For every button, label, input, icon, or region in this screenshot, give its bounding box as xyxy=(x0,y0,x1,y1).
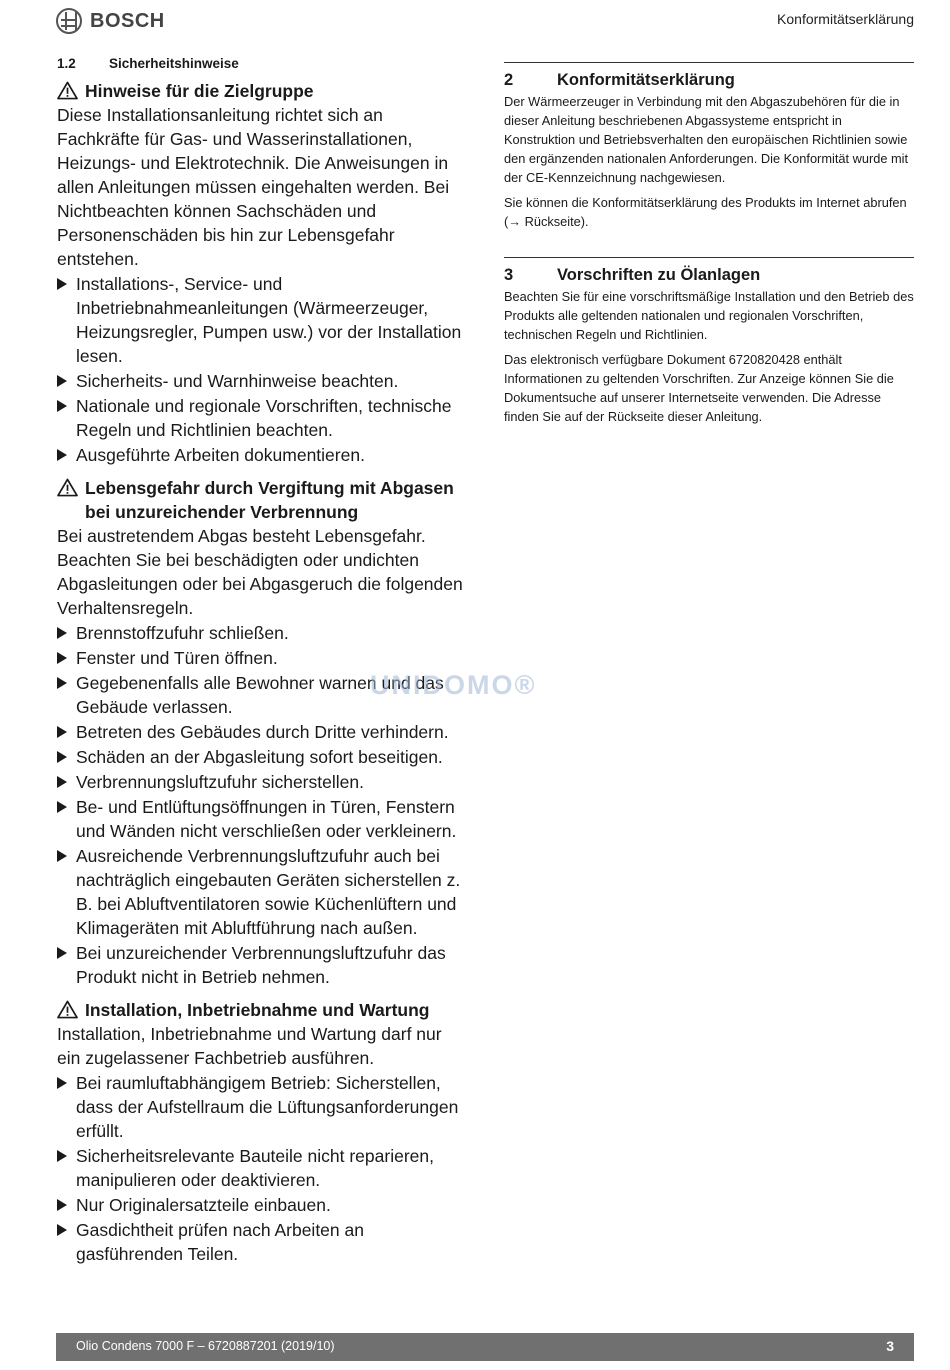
section-title: Sicherheitshinweise xyxy=(109,56,239,71)
instruction-step: Ausgeführte Arbeiten dokumentieren. xyxy=(57,443,469,467)
instruction-step: Bei unzureichender Verbrennungsluftzufuhr das Produkt nicht in Betrieb nehmen. xyxy=(57,941,469,989)
section-number: 1.2 xyxy=(57,56,76,71)
step-arrow-icon xyxy=(57,1150,67,1162)
chapter-number: 2 xyxy=(504,71,514,89)
step-arrow-icon xyxy=(57,1224,67,1236)
warning-title: Hinweise für die Zielgruppe xyxy=(57,79,469,103)
step-arrow-icon xyxy=(57,850,67,862)
watermark: UNIDOMO® xyxy=(370,670,537,700)
step-arrow-icon xyxy=(57,400,67,412)
chapter-conformity xyxy=(504,62,914,231)
warning-body: Installation, Inbetriebnahme und Wartung darf nur ein zugelassener Fachbetrieb ausführen. xyxy=(57,1024,442,1068)
instruction-step: Verbrennungsluftzufuhr sicherstellen. xyxy=(57,770,469,794)
warning-block xyxy=(57,998,469,1266)
section-heading xyxy=(57,56,469,71)
instruction-step: Sicherheits- und Warnhinweise beachten. xyxy=(57,369,469,393)
warning-title: Lebensgefahr durch Vergiftung mit Abgasen bei unzureichender Verbrennung xyxy=(57,476,469,524)
bosch-armature-icon xyxy=(56,8,82,34)
footer-bar xyxy=(56,1333,914,1361)
step-arrow-icon xyxy=(57,751,67,763)
instruction-step: Nur Originalersatzteile einbauen. xyxy=(57,1193,469,1217)
step-arrow-icon xyxy=(57,801,67,813)
step-arrow-icon xyxy=(57,375,67,387)
paragraph: Beachten Sie für eine vorschriftsmäßige Installation und den Betrieb des Produkts alle geltenden nationalen und regionalen Vorschriften, technischen Regeln und Richtlinien. xyxy=(504,289,914,342)
warning-block xyxy=(57,79,469,467)
footer-doc-info: Olio Condens 7000 F – 6720887201 (2019/10) xyxy=(76,1339,335,1353)
instruction-step: Be- und Entlüftungsöffnungen in Türen, Fenstern und Wänden nicht verschließen oder verkleinern. xyxy=(57,795,469,843)
paragraph: Sie können die Konformitätserklärung des Produkts im Internet abrufen (→ Rückseite). xyxy=(504,195,907,229)
instruction-step: Sicherheitsrelevante Bauteile nicht reparieren, manipulieren oder deaktivieren. xyxy=(57,1144,469,1192)
step-arrow-icon xyxy=(57,652,67,664)
warning-triangle-icon xyxy=(57,478,78,497)
chapter-heading xyxy=(504,71,914,90)
chapter-number: 3 xyxy=(504,266,514,284)
instruction-step: Nationale und regionale Vorschriften, technische Regeln und Richtlinien beachten. xyxy=(57,394,469,442)
paragraph: Das elektronisch verfügbare Dokument 6720820428 enthält Informationen zu geltenden Vorschriften. Zur Anzeige können Sie die Dokumentsuche auf unserer Internetseite verwenden. Die Adresse finden Sie auf der Rückseite dieser Anleitung. xyxy=(504,352,894,424)
chapter-title: Vorschriften zu Ölanlagen xyxy=(557,266,761,284)
step-arrow-icon xyxy=(57,726,67,738)
step-arrow-icon xyxy=(57,776,67,788)
instruction-step: Bei raumluftabhängigem Betrieb: Sicherstellen, dass der Aufstellraum die Lüftungsanforderungen erfüllt. xyxy=(57,1071,469,1143)
warning-block xyxy=(57,476,469,989)
step-arrow-icon xyxy=(57,1077,67,1089)
instruction-step: Gegebenenfalls alle Bewohner warnen und das Gebäude verlassen. xyxy=(57,671,469,719)
instruction-step: Fenster und Türen öffnen. xyxy=(57,646,469,670)
instruction-step: Ausreichende Verbrennungsluftzufuhr auch bei nachträglich eingebauten Geräten sicherstellen z. B. bei Abluftventilatoren sowie Küchenlüftern und Klimageräten mit Abluftführung nach außen. xyxy=(57,844,469,940)
left-column xyxy=(57,56,469,1275)
step-arrow-icon xyxy=(57,1199,67,1211)
step-arrow-icon xyxy=(57,278,67,290)
warning-title: Installation, Inbetriebnahme und Wartung xyxy=(57,998,469,1022)
step-arrow-icon xyxy=(57,947,67,959)
warning-triangle-icon xyxy=(57,1000,78,1019)
step-arrow-icon xyxy=(57,627,67,639)
chapter-title: Konformitätserklärung xyxy=(557,71,735,89)
step-arrow-icon xyxy=(57,449,67,461)
instruction-step: Gasdichtheit prüfen nach Arbeiten an gasführenden Teilen. xyxy=(57,1218,469,1266)
running-header-title: Konformitätserklärung xyxy=(777,11,914,27)
instruction-step: Brennstoffzufuhr schließen. xyxy=(57,621,469,645)
paragraph: Der Wärmeerzeuger in Verbindung mit den Abgaszubehören für die in dieser Anleitung beschriebenen Abgassysteme entspricht in Konstruktion und Betriebsverhalten den europäischen Richtlinien sowie den ergänzenden nationalen Anforderungen. Die Konformität wurde mit der CE-Kennzeichnung nachgewiesen. xyxy=(504,94,909,185)
warning-body: Diese Installationsanleitung richtet sich an Fachkräfte für Gas- und Wasserinstallationen, Heizungs- und Elektrotechnik. Die Anweisungen in allen Anleitungen müssen eingehalten werden. Bei Nichtbeachten können Sachschäden und Personenschäden bis hin zur Lebensgefahr entstehen. xyxy=(57,105,450,269)
instruction-step: Betreten des Gebäudes durch Dritte verhindern. xyxy=(57,720,469,744)
page-number: 3 xyxy=(886,1338,894,1354)
step-arrow-icon xyxy=(57,677,67,689)
right-column xyxy=(504,62,914,452)
bosch-logo xyxy=(56,8,165,34)
logo-text: BOSCH xyxy=(90,9,165,32)
instruction-step: Installations-, Service- und Inbetriebnahmeanleitungen (Wärmeerzeuger, Heizungsregler, Pumpen usw.) vor der Installation lesen. xyxy=(57,272,469,368)
warning-triangle-icon xyxy=(57,81,78,100)
chapter-heading xyxy=(504,266,914,285)
chapter-oil-regulations xyxy=(504,257,914,426)
instruction-step: Schäden an der Abgasleitung sofort beseitigen. xyxy=(57,745,469,769)
warning-body: Bei austretendem Abgas besteht Lebensgefahr. Beachten Sie bei beschädigten oder undichten Abgasleitungen oder bei Abgasgeruch die folgenden Verhaltensregeln. xyxy=(57,526,463,618)
